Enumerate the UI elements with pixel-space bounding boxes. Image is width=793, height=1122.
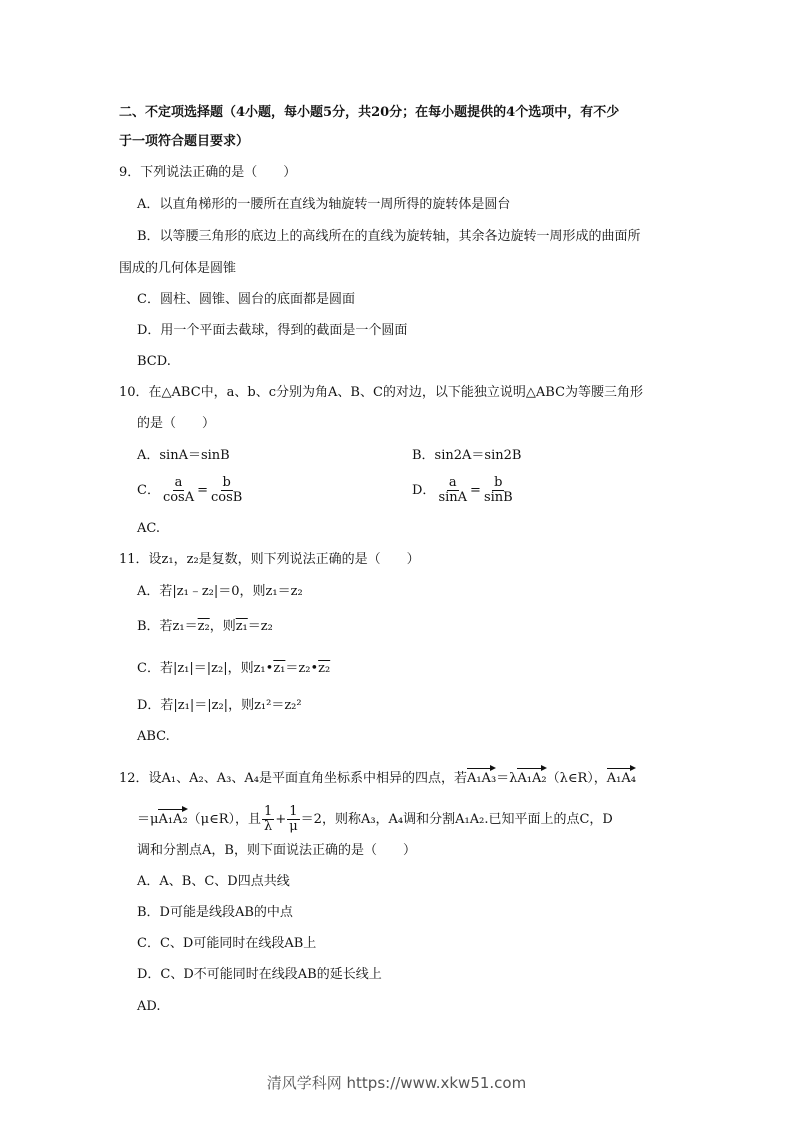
q12-text: （μ∈R），且 [187,812,262,827]
equals-sign: = [197,483,209,498]
vector: A₁A₃ [467,766,496,788]
q12-option-d: D．C、D不可能同时在线段AB的延长线上 [137,967,382,982]
vector: A₁A₂ [517,766,546,788]
denominator: sinA [438,490,468,505]
q12-option-a: A．A、B、C、D四点共线 [137,874,290,889]
q9-option-a: A．以直角梯形的一腰所在直线为轴旋转一周所得的旋转体是圆台 [137,197,511,212]
numerator: a [448,475,457,490]
fraction [287,805,299,834]
q12-text: ＝2，则称A₃，A₄调和分割A₁A₂.已知平面上的点C，D [300,812,613,827]
q12-stem-line1 [119,766,636,788]
conjugate: z₂ [197,619,210,634]
numerator: a [174,475,183,490]
q11-option-b-text: B．若z₁＝ [137,619,198,634]
vector: A₁A₂ [158,807,187,829]
q12-option-b: B．D可能是线段AB的中点 [137,905,293,920]
fraction [161,476,196,505]
q11-option-b [137,618,273,636]
numerator: 1 [289,804,298,819]
q11-option-c-text: C．若|z₁|＝|z₂|，则z₁• [137,661,274,676]
q12-text: （λ∈R）， [546,771,607,786]
q12-text: ＝λ [496,771,518,786]
q12-stem-line2 [137,805,613,834]
conjugate: z₁ [235,619,248,634]
fraction [209,476,244,505]
q10-option-b: B．sin2A＝sin2B [412,448,522,463]
vector: A₁A₄ [607,766,636,788]
denominator: μ [289,819,298,834]
conjugate: z₂ [318,661,331,676]
q9-option-d: D．用一个平面去截球，得到的截面是一个圆面 [137,323,408,338]
q12-answer: AD. [137,999,161,1014]
q11-stem: 11．设z₁，z₂是复数，则下列说法正确的是（ ） [119,552,420,567]
denominator: cosB [211,490,243,505]
fraction [436,476,469,505]
q12-text: 12．设A₁、A₂、A₃、A₄是平面直角坐标系中相异的四点，若 [119,771,467,786]
q9-option-b-line1: B．以等腰三角形的底边上的高线所在的直线为旋转轴，其余各边旋转一周形成的曲面所 [137,229,641,244]
q10-answer: AC. [137,521,161,536]
numerator: b [494,475,503,490]
q11-option-d: D．若|z₁|＝|z₂|，则z₁²＝z₂² [137,698,302,713]
numerator: b [222,475,231,490]
q10-option-a: A．sinA＝sinB [137,448,230,463]
q11-option-c [137,660,330,678]
equals-sign: = [470,483,481,498]
q9-stem: 9．下列说法正确的是（ ） [119,165,297,180]
q9-option-c: C．圆柱、圆锥、圆台的底面都是圆面 [137,292,355,307]
q10-option-c [137,476,245,505]
q9-answer: BCD. [137,354,171,369]
denominator: λ [264,819,273,834]
q11-option-c-text: ＝z₂• [285,661,319,676]
conjugate: z₁ [273,661,286,676]
q10-option-d [412,476,516,505]
plus-sign: + [275,812,287,827]
q12-option-c: C．C、D可能同时在线段AB上 [137,936,317,951]
section-title-line2: 于一项符合题目要求） [119,134,250,149]
q12-stem-line3: 调和分割点A，B，则下面说法正确的是（ ） [137,843,416,858]
section-title-line1: 二、不定项选择题（4小题，每小题5分，共20分；在每小题提供的4个选项中，有不少 [119,105,620,120]
footer-watermark: 清风学科网 https://www.xkw51.com [266,1074,527,1092]
q10-stem-line1: 10．在△ABC中，a、b、c分别为角A、B、C的对边，以下能独立说明△ABC为等腰三角形 [119,385,644,400]
numerator: 1 [264,804,273,819]
q11-option-a: A．若|z₁﹣z₂|＝0，则z₁＝z₂ [137,584,303,599]
q10-stem-line2: 的是（ ） [137,416,216,431]
q10-option-c-label: C． [137,483,160,498]
denominator: cosA [162,490,195,505]
q11-option-b-text: ，则 [209,619,236,634]
q11-option-b-text: ＝z₂ [247,619,273,634]
q10-option-d-label: D． [412,483,436,498]
fraction [482,476,515,505]
denominator: sinB [483,490,513,505]
q12-text: ＝μ [137,812,159,827]
q9-option-b-line2: 围成的几何体是圆锥 [119,261,237,276]
q11-answer: ABC. [137,729,170,744]
fraction [262,805,274,834]
